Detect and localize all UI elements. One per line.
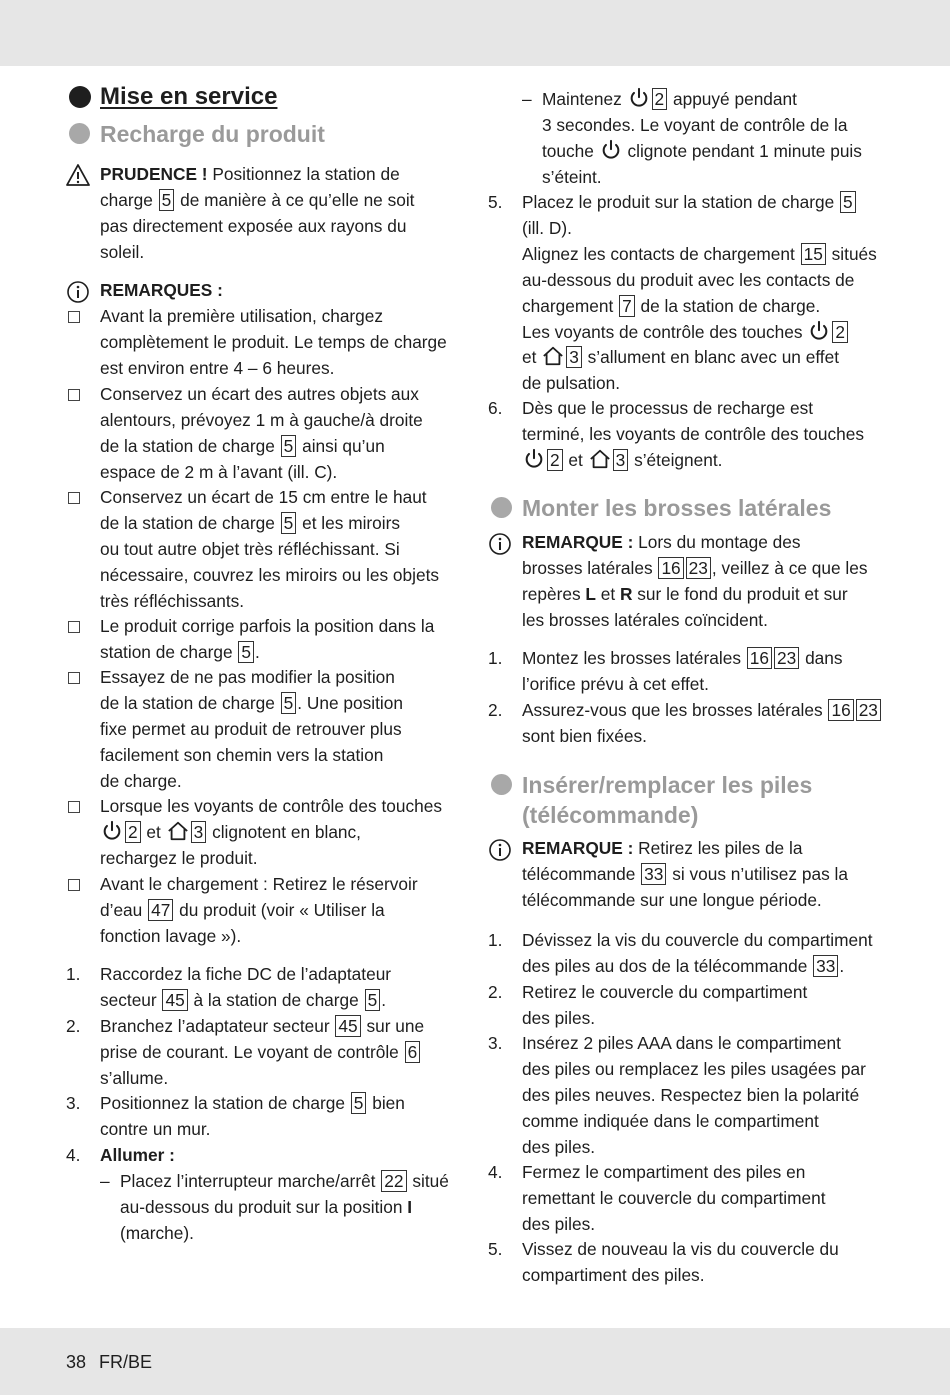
ref-23: 23: [856, 699, 881, 721]
ref-2: 2: [125, 821, 141, 843]
checkbox-bullet: [68, 382, 81, 395]
home-icon: [167, 820, 189, 842]
home-icon: [542, 345, 564, 367]
ref-3: 3: [191, 821, 207, 843]
power-icon: [808, 320, 830, 342]
ref-2: 2: [832, 321, 848, 343]
info-circle-icon: [66, 280, 90, 304]
ref-5: 5: [840, 191, 856, 213]
home-icon: [589, 448, 611, 470]
ref-5: 5: [281, 435, 297, 457]
grey-bullet-icon: [491, 774, 512, 795]
grey-bullet-icon: [491, 497, 512, 518]
language-code: FR/BE: [99, 1352, 153, 1372]
ref-15: 15: [801, 243, 826, 265]
ref-5: 5: [365, 989, 381, 1011]
ref-3: 3: [566, 346, 582, 368]
info-circle-icon: [488, 532, 512, 556]
ref-33: 33: [813, 955, 838, 977]
notes-label: REMARQUES :: [100, 280, 223, 300]
checkbox-bullet: [68, 872, 81, 885]
ref-23: 23: [686, 557, 711, 579]
checkbox-bullet: [68, 614, 81, 627]
ref-7: 7: [619, 295, 635, 317]
checkbox-bullet: [68, 304, 81, 317]
checkbox-bullet: [68, 794, 81, 807]
ref-33: 33: [641, 863, 666, 885]
power-icon: [523, 448, 545, 470]
power-icon: [600, 139, 622, 161]
ref-5: 5: [351, 1092, 367, 1114]
ref-16: 16: [658, 557, 683, 579]
checkbox-bullet: [68, 485, 81, 498]
ref-16: 16: [828, 699, 853, 721]
page-number: 38: [66, 1352, 87, 1372]
page-header-band: [0, 0, 950, 66]
ref-5: 5: [159, 189, 175, 211]
caution-text: PRUDENCE ! Positionnez la station de charge 5 de manière à ce qu’elle ne soit pas directement exposée aux rayons du soleil.: [100, 164, 415, 262]
info-circle-icon: [488, 838, 512, 862]
ref-23: 23: [774, 647, 799, 669]
ref-16: 16: [747, 647, 772, 669]
ref-47: 47: [148, 899, 173, 921]
power-icon: [101, 820, 123, 842]
ref-22: 22: [381, 1170, 406, 1192]
ref-45: 45: [162, 989, 187, 1011]
ref-2: 2: [547, 449, 563, 471]
ref-5: 5: [238, 641, 254, 663]
warning-triangle-icon: [66, 163, 90, 187]
ref-5: 5: [281, 512, 297, 534]
ref-6: 6: [405, 1041, 421, 1063]
page-footer: [66, 1350, 160, 1376]
ref-5: 5: [281, 692, 297, 714]
checkbox-bullet: [68, 665, 81, 678]
grey-bullet-icon: [69, 123, 90, 144]
ref-3: 3: [613, 449, 629, 471]
ref-2: 2: [652, 88, 668, 110]
ref-45: 45: [335, 1015, 360, 1037]
black-bullet-icon: [69, 86, 91, 108]
power-icon: [628, 87, 650, 109]
